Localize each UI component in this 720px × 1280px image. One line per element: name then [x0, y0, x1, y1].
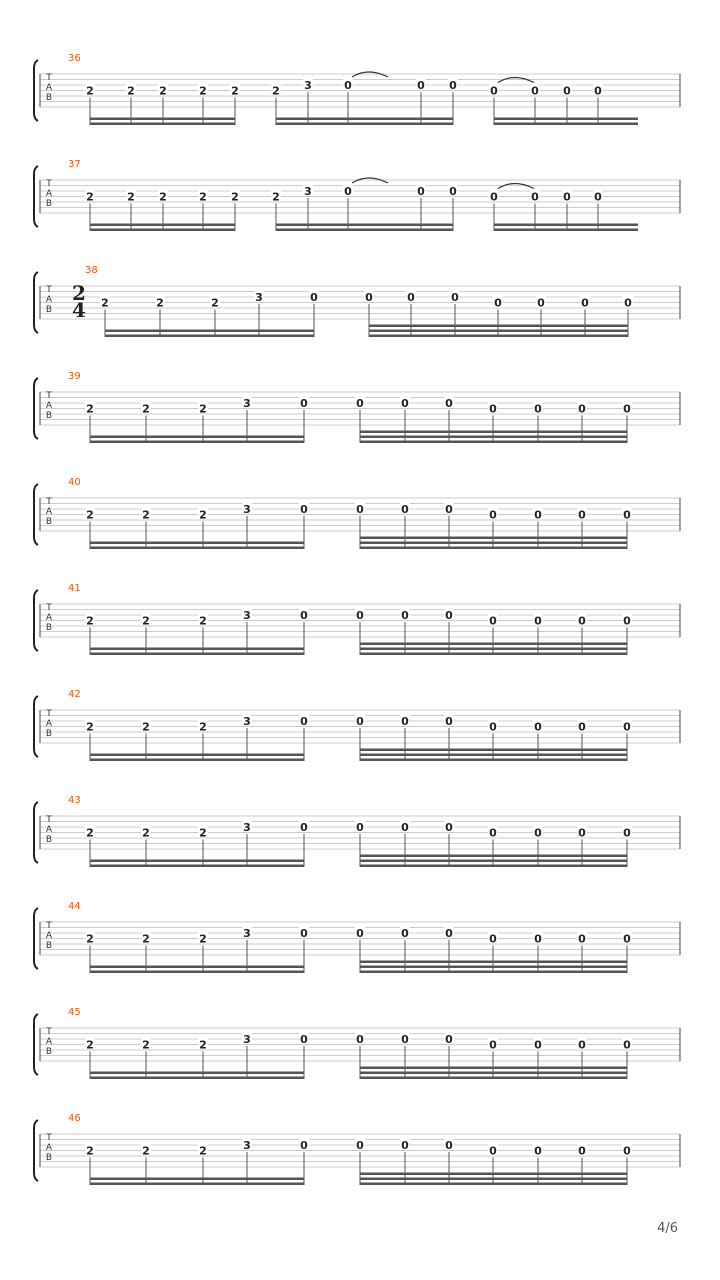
measure-number: 39: [68, 371, 81, 382]
fret-number: 2: [156, 296, 164, 310]
fret-number: 0: [300, 609, 308, 622]
fret-number: 0: [356, 397, 364, 410]
measure-number: 38: [85, 265, 98, 276]
beam: [360, 749, 627, 752]
tab-clef-letter: A: [45, 189, 53, 199]
system-bracket: [34, 484, 38, 545]
fret-number: 2: [231, 84, 239, 98]
beam: [360, 431, 627, 434]
fret-number: 2: [199, 826, 207, 840]
beam: [90, 224, 235, 227]
tab-clef-letter: B: [45, 1153, 53, 1163]
fret-number: 0: [534, 720, 542, 734]
fret-number: 2: [199, 402, 207, 416]
fret-number: 0: [445, 1033, 453, 1046]
beam: [494, 224, 638, 227]
fret-number: 0: [594, 190, 602, 204]
fret-number: 0: [563, 190, 571, 204]
fret-number: 0: [537, 296, 545, 310]
fret-number: 0: [490, 84, 498, 98]
beam: [360, 961, 627, 964]
beam: [276, 118, 453, 121]
measure-number: 40: [68, 477, 81, 488]
system-bracket: [34, 60, 38, 121]
fret-number: 0: [356, 821, 364, 834]
beam: [494, 123, 638, 126]
beam-group: [355, 397, 632, 443]
fret-number: 0: [534, 508, 542, 522]
fret-number: 0: [401, 715, 409, 728]
measure-number: 36: [68, 53, 81, 64]
beam-group: [355, 821, 632, 867]
fret-number: 0: [445, 821, 453, 834]
beam: [360, 1173, 627, 1176]
fret-number: 0: [594, 84, 602, 98]
fret-number: 2: [199, 720, 207, 734]
fret-number: 0: [490, 190, 498, 204]
tab-clef-letter: T: [46, 179, 52, 189]
fret-number: 0: [489, 508, 497, 522]
fret-number: 0: [623, 932, 631, 946]
fret-number: 2: [199, 190, 207, 204]
beam: [360, 441, 627, 444]
tab-clef-letter: T: [46, 709, 52, 719]
beam-group: [355, 1139, 632, 1185]
fret-number: 3: [243, 927, 251, 940]
fret-number: 0: [356, 503, 364, 516]
beam-group: [355, 927, 632, 973]
fret-number: 0: [300, 1033, 308, 1046]
beam: [90, 860, 304, 863]
measure-number: 45: [68, 1007, 81, 1018]
fret-number: 0: [365, 291, 373, 304]
fret-number: 0: [449, 185, 457, 198]
beam-group: [85, 609, 309, 655]
fret-number: 0: [623, 402, 631, 416]
fret-number: 0: [624, 296, 632, 310]
fret-number: 0: [489, 1038, 497, 1052]
tab-system: [34, 53, 680, 125]
tab-clef-letter: B: [45, 199, 53, 209]
fret-number: 2: [142, 720, 150, 734]
beam: [360, 855, 627, 858]
fret-number: 0: [401, 1139, 409, 1152]
fret-number: 0: [356, 1139, 364, 1152]
fret-number: 2: [86, 932, 94, 946]
fret-number: 2: [86, 190, 94, 204]
fret-number: 0: [401, 927, 409, 940]
fret-number: 2: [159, 84, 167, 98]
fret-number: 2: [142, 508, 150, 522]
measure-number: 41: [68, 583, 81, 594]
fret-number: 0: [578, 402, 586, 416]
fret-number: 0: [563, 84, 571, 98]
fret-number: 3: [304, 79, 312, 92]
tab-clef-letter: B: [45, 729, 53, 739]
tie-arc: [498, 78, 534, 83]
fret-number: 2: [86, 84, 94, 98]
beam-group: [355, 715, 632, 761]
tab-system: [34, 901, 680, 973]
fret-number: 0: [623, 720, 631, 734]
fret-number: 0: [623, 508, 631, 522]
beam: [360, 1183, 627, 1186]
tab-clef-letter: T: [46, 1027, 52, 1037]
beam: [90, 759, 304, 762]
fret-number: 2: [86, 826, 94, 840]
beam: [90, 648, 304, 651]
fret-number: 3: [243, 609, 251, 622]
beam: [90, 1183, 304, 1186]
fret-number: 0: [445, 1139, 453, 1152]
fret-number: 3: [304, 185, 312, 198]
fret-number: 0: [489, 720, 497, 734]
beam: [90, 966, 304, 969]
beam: [90, 754, 304, 757]
fret-number: 0: [401, 821, 409, 834]
measure-number: 46: [68, 1113, 81, 1124]
fret-number: 0: [449, 79, 457, 92]
beam: [90, 118, 235, 121]
system-bracket: [34, 908, 38, 969]
fret-number: 0: [401, 503, 409, 516]
fret-number: 0: [401, 397, 409, 410]
fret-number: 0: [534, 1144, 542, 1158]
measure-number: 37: [68, 159, 81, 170]
beam: [360, 865, 627, 868]
beam: [360, 860, 627, 863]
beam-group: [271, 185, 458, 231]
beam: [360, 643, 627, 646]
tab-clef-letter: B: [45, 93, 53, 103]
tab-system: [34, 583, 680, 655]
fret-number: 0: [534, 402, 542, 416]
fret-number: 0: [489, 932, 497, 946]
beam: [360, 436, 627, 439]
system-bracket: [34, 166, 38, 227]
fret-number: 0: [445, 503, 453, 516]
fret-number: 0: [356, 609, 364, 622]
fret-number: 0: [578, 508, 586, 522]
fret-number: 0: [417, 185, 425, 198]
beam: [90, 1077, 304, 1080]
tab-clef-letter: A: [45, 825, 53, 835]
fret-number: 0: [344, 185, 352, 198]
tab-clef-letter: B: [45, 941, 53, 951]
beam-group: [364, 291, 633, 337]
fret-number: 0: [534, 932, 542, 946]
fret-number: 3: [243, 1139, 251, 1152]
fret-number: 2: [199, 614, 207, 628]
fret-number: 0: [356, 1033, 364, 1046]
fret-number: 0: [407, 291, 415, 304]
fret-number: 2: [86, 402, 94, 416]
beam: [90, 542, 304, 545]
beam: [360, 653, 627, 656]
beam: [360, 971, 627, 974]
fret-number: 0: [356, 927, 364, 940]
beam: [90, 971, 304, 974]
beam: [90, 653, 304, 656]
tie-arc: [498, 184, 534, 189]
beam-group: [85, 715, 309, 761]
fret-number: 0: [489, 1144, 497, 1158]
fret-number: 3: [243, 821, 251, 834]
beam: [90, 229, 235, 232]
fret-number: 0: [578, 1144, 586, 1158]
beam-group: [271, 79, 458, 125]
system-bracket: [34, 590, 38, 651]
fret-number: 2: [159, 190, 167, 204]
beam: [90, 865, 304, 868]
time-signature-bottom: 4: [72, 298, 86, 322]
tab-clef-letter: A: [45, 507, 53, 517]
tab-clef-letter: B: [45, 411, 53, 421]
tab-clef-letter: B: [45, 305, 53, 315]
fret-number: 0: [445, 927, 453, 940]
fret-number: 0: [578, 932, 586, 946]
fret-number: 0: [344, 79, 352, 92]
system-bracket: [34, 1120, 38, 1181]
measure-number: 44: [68, 901, 81, 912]
system-bracket: [34, 272, 38, 333]
beam: [276, 229, 453, 232]
beam: [360, 1072, 627, 1075]
fret-number: 0: [531, 190, 539, 204]
beam-group: [85, 503, 309, 549]
fret-number: 0: [310, 291, 318, 304]
tab-system: [34, 265, 680, 337]
fret-number: 2: [142, 1038, 150, 1052]
fret-number: 0: [578, 826, 586, 840]
beam: [90, 123, 235, 126]
fret-number: 0: [300, 1139, 308, 1152]
beam: [360, 648, 627, 651]
fret-number: 0: [300, 715, 308, 728]
fret-number: 0: [300, 821, 308, 834]
beam-group: [85, 397, 309, 443]
tab-clef-letter: B: [45, 517, 53, 527]
page-number: 4/6: [657, 1221, 678, 1236]
beam: [276, 123, 453, 126]
tab-system: [34, 795, 680, 867]
fret-number: 2: [199, 1038, 207, 1052]
system-bracket: [34, 802, 38, 863]
fret-number: 3: [243, 503, 251, 516]
fret-number: 0: [623, 614, 631, 628]
beam: [360, 1178, 627, 1181]
fret-number: 0: [623, 1038, 631, 1052]
fret-number: 0: [445, 715, 453, 728]
beam-group: [85, 1139, 309, 1185]
fret-number: 0: [489, 402, 497, 416]
fret-number: 3: [243, 397, 251, 410]
tab-clef-letter: A: [45, 1037, 53, 1047]
fret-number: 0: [578, 1038, 586, 1052]
tab-clef-letter: T: [46, 391, 52, 401]
fret-number: 2: [142, 402, 150, 416]
tab-clef-letter: A: [45, 83, 53, 93]
tab-system: [34, 689, 680, 761]
tab-clef-letter: A: [45, 613, 53, 623]
tie-arc: [352, 178, 388, 183]
fret-number: 2: [199, 932, 207, 946]
fret-number: 0: [445, 609, 453, 622]
beam: [360, 547, 627, 550]
fret-number: 3: [255, 291, 263, 304]
fret-number: 0: [578, 614, 586, 628]
beam-group: [85, 1033, 309, 1079]
beam: [494, 229, 638, 232]
beam: [360, 542, 627, 545]
tab-system: [34, 477, 680, 549]
fret-number: 0: [451, 291, 459, 304]
fret-number: 0: [531, 84, 539, 98]
tab-clef-letter: T: [46, 921, 52, 931]
fret-number: 2: [86, 1038, 94, 1052]
tab-clef-letter: B: [45, 623, 53, 633]
fret-number: 2: [142, 1144, 150, 1158]
beam: [90, 1072, 304, 1075]
fret-number: 0: [578, 720, 586, 734]
beam: [105, 335, 314, 338]
tab-clef-letter: A: [45, 719, 53, 729]
beam-group: [355, 609, 632, 655]
fret-number: 2: [199, 1144, 207, 1158]
measure-number: 43: [68, 795, 81, 806]
tab-clef-letter: A: [45, 401, 53, 411]
fret-number: 0: [494, 296, 502, 310]
beam: [90, 436, 304, 439]
fret-number: 2: [86, 1144, 94, 1158]
beam: [360, 1067, 627, 1070]
beam-group: [100, 291, 319, 337]
tab-clef-letter: A: [45, 295, 53, 305]
time-signature-top: 2: [72, 281, 86, 305]
fret-number: 2: [86, 614, 94, 628]
fret-number: 0: [300, 927, 308, 940]
fret-number: 2: [86, 508, 94, 522]
tab-clef-letter: A: [45, 931, 53, 941]
beam: [360, 966, 627, 969]
fret-number: 2: [199, 508, 207, 522]
beam: [360, 1077, 627, 1080]
tab-system: [34, 1113, 680, 1185]
tab-clef-letter: T: [46, 815, 52, 825]
fret-number: 0: [300, 397, 308, 410]
fret-number: 2: [142, 932, 150, 946]
beam-group: [355, 503, 632, 549]
beam: [276, 224, 453, 227]
beam-group: [85, 927, 309, 973]
tab-clef-letter: T: [46, 497, 52, 507]
tab-clef-letter: B: [45, 1047, 53, 1057]
beam-group: [355, 1033, 632, 1079]
beam: [360, 759, 627, 762]
fret-number: 2: [127, 190, 135, 204]
tab-clef-letter: T: [46, 1133, 52, 1143]
fret-number: 0: [489, 614, 497, 628]
fret-number: 0: [623, 1144, 631, 1158]
tab-system: [34, 371, 680, 443]
fret-number: 2: [231, 190, 239, 204]
fret-number: 0: [401, 1033, 409, 1046]
fret-number: 0: [623, 826, 631, 840]
fret-number: 2: [86, 720, 94, 734]
fret-number: 2: [142, 826, 150, 840]
fret-number: 0: [489, 826, 497, 840]
beam-group: [85, 821, 309, 867]
fret-number: 2: [142, 614, 150, 628]
tab-clef-letter: T: [46, 285, 52, 295]
fret-number: 0: [534, 826, 542, 840]
beam: [90, 547, 304, 550]
fret-number: 2: [272, 84, 280, 98]
beam: [360, 754, 627, 757]
fret-number: 2: [101, 296, 109, 310]
tab-clef-letter: T: [46, 603, 52, 613]
system-bracket: [34, 1014, 38, 1075]
beam: [369, 335, 628, 338]
tab-clef-letter: T: [46, 73, 52, 83]
beam: [369, 325, 628, 328]
fret-number: 0: [581, 296, 589, 310]
tab-clef-letter: A: [45, 1143, 53, 1153]
beam: [369, 330, 628, 333]
measure-number: 42: [68, 689, 81, 700]
tab-system: [34, 159, 680, 231]
fret-number: 2: [211, 296, 219, 310]
beam: [90, 1178, 304, 1181]
beam: [105, 330, 314, 333]
fret-number: 0: [300, 503, 308, 516]
fret-number: 0: [445, 397, 453, 410]
fret-number: 2: [127, 84, 135, 98]
fret-number: 0: [401, 609, 409, 622]
beam: [494, 118, 638, 121]
fret-number: 2: [272, 190, 280, 204]
fret-number: 2: [199, 84, 207, 98]
system-bracket: [34, 378, 38, 439]
fret-number: 0: [417, 79, 425, 92]
tab-clef-letter: B: [45, 835, 53, 845]
fret-number: 0: [534, 1038, 542, 1052]
beam: [360, 537, 627, 540]
fret-number: 0: [356, 715, 364, 728]
tab-system: [34, 1007, 680, 1079]
tie-arc: [352, 72, 388, 77]
fret-number: 3: [243, 1033, 251, 1046]
fret-number: 3: [243, 715, 251, 728]
system-bracket: [34, 696, 38, 757]
beam: [90, 441, 304, 444]
fret-number: 0: [534, 614, 542, 628]
